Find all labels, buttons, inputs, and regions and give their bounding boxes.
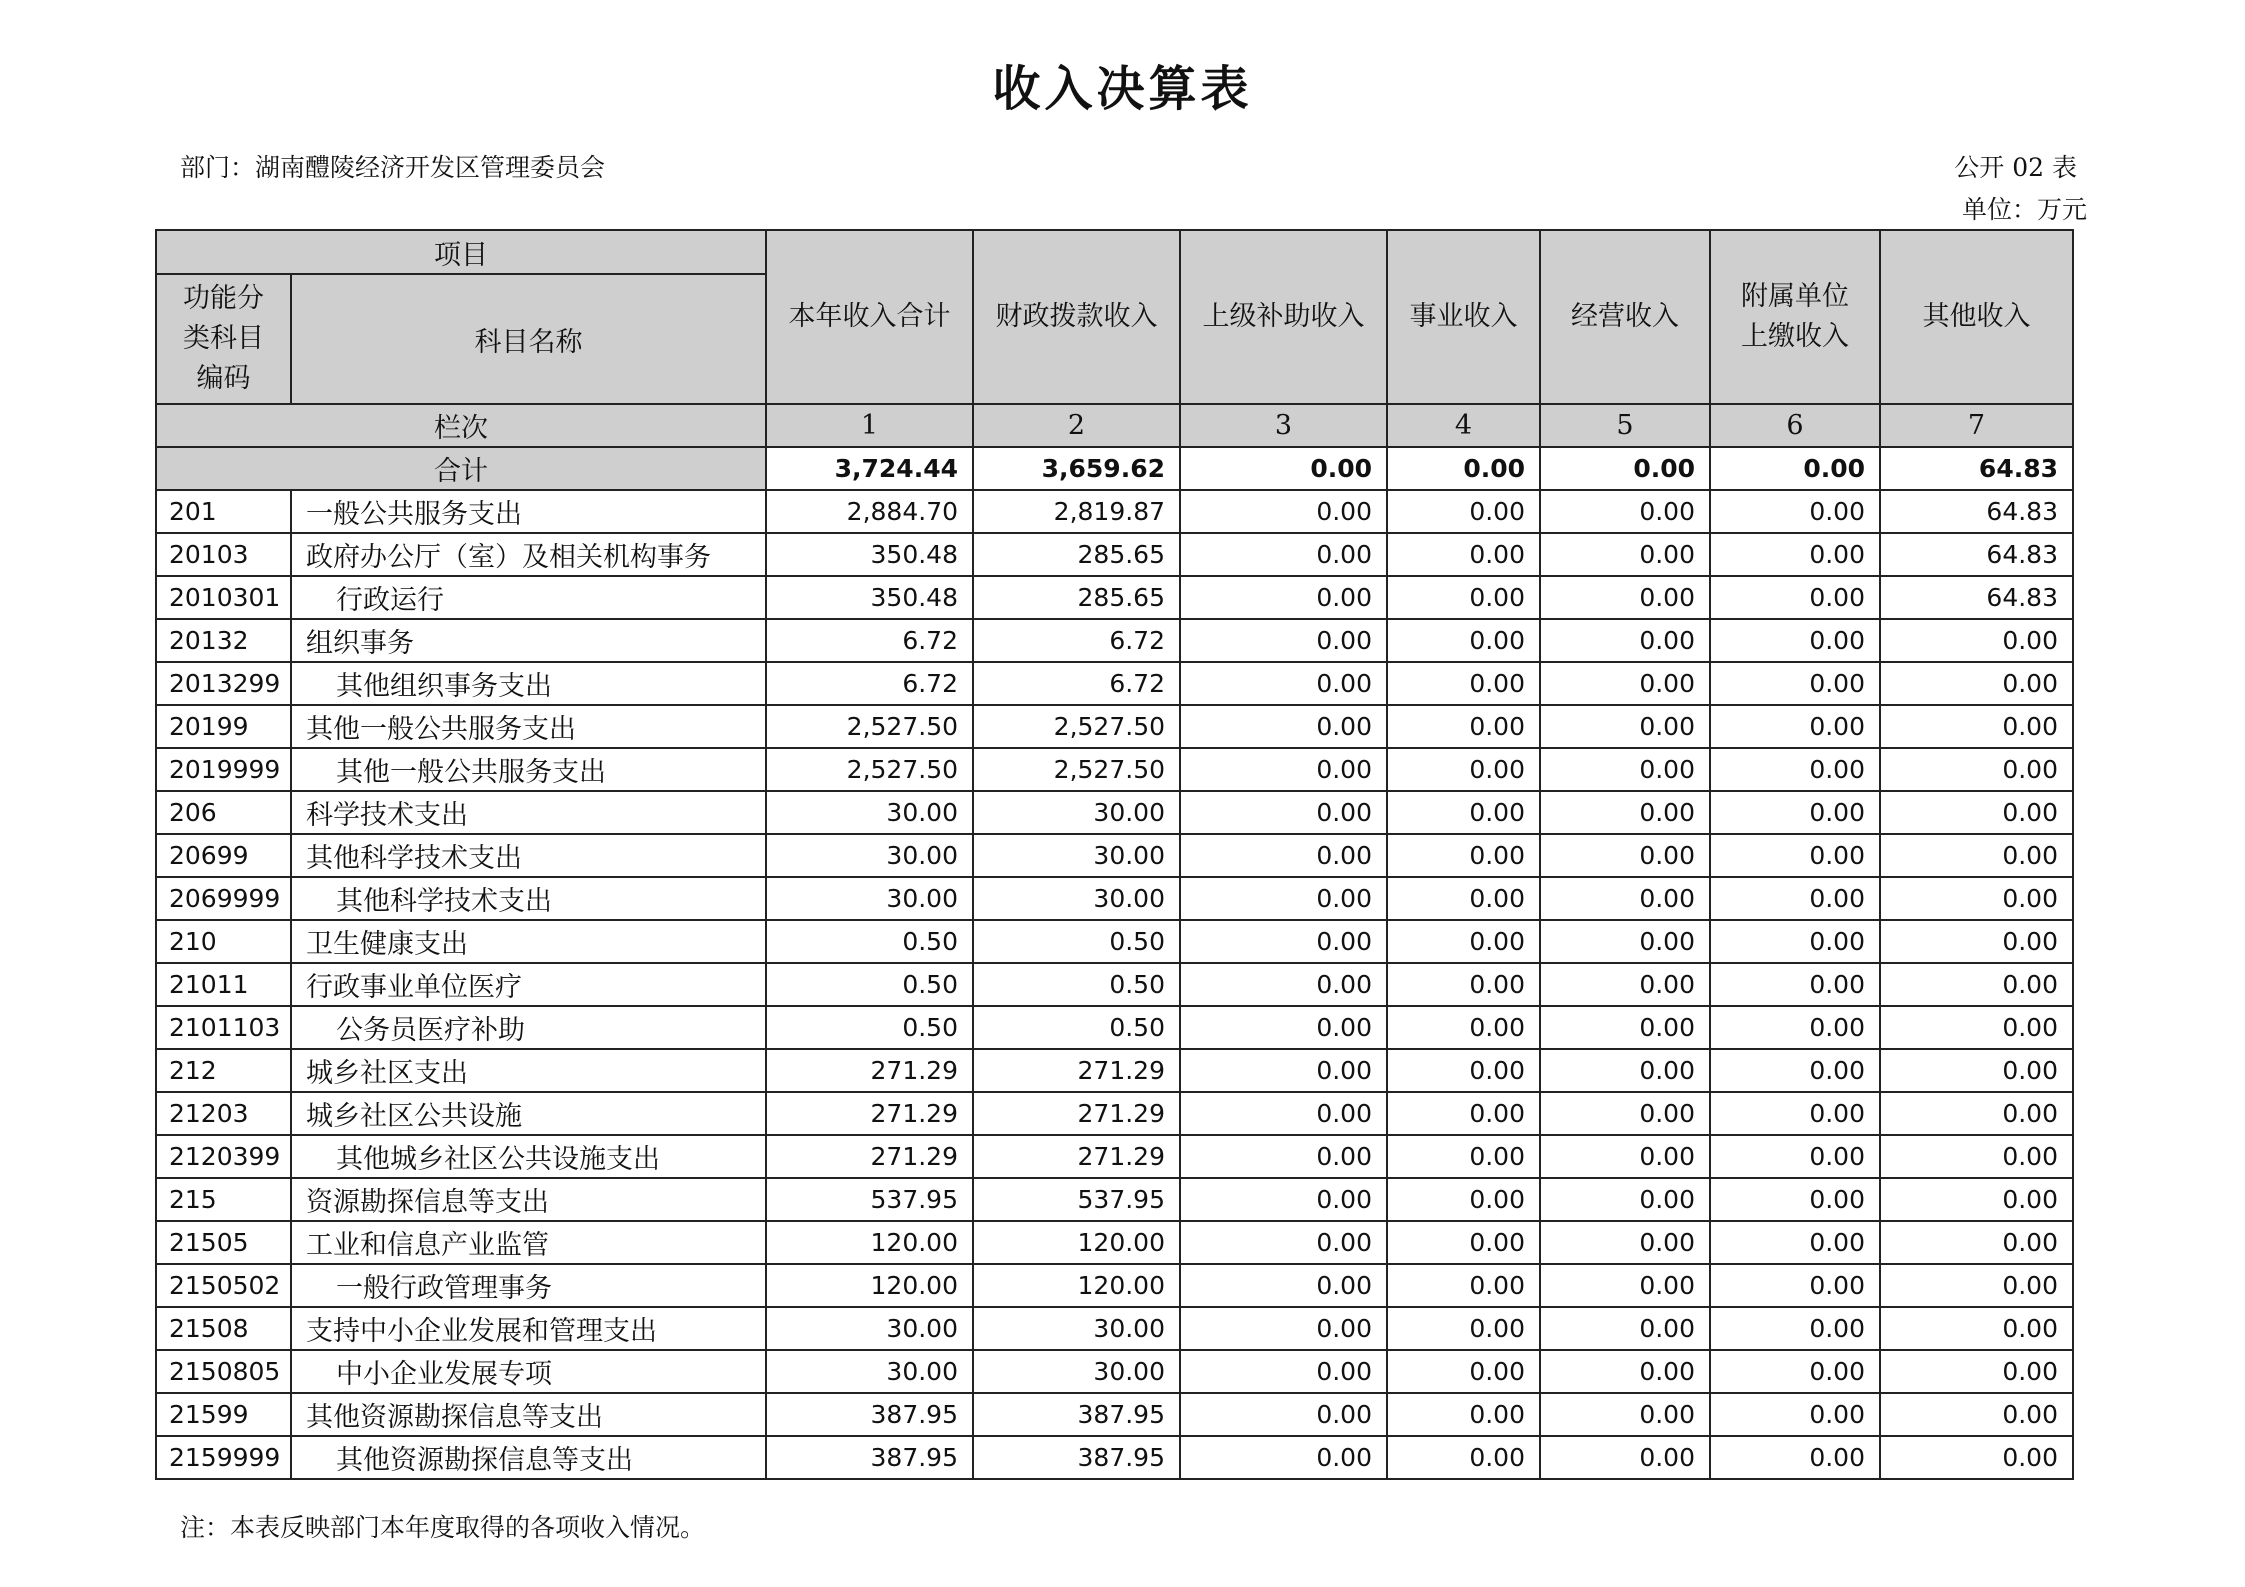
row-value: 387.95 — [766, 1393, 973, 1436]
row-value: 6.72 — [766, 619, 973, 662]
row-value: 0.00 — [1180, 791, 1387, 834]
row-value: 271.29 — [766, 1049, 973, 1092]
row-value: 0.00 — [1710, 791, 1880, 834]
table-row — [156, 705, 2073, 748]
row-value: 0.00 — [1540, 748, 1710, 791]
row-value: 120.00 — [766, 1221, 973, 1264]
row-name: 科学技术支出 — [291, 791, 766, 834]
row-value: 2,527.50 — [973, 748, 1180, 791]
index-4: 4 — [1387, 404, 1540, 447]
index-2: 2 — [973, 404, 1180, 447]
row-value: 0.00 — [1540, 963, 1710, 1006]
row-value: 0.00 — [1540, 576, 1710, 619]
row-value: 0.50 — [766, 920, 973, 963]
table-row — [156, 1092, 2073, 1135]
row-value: 0.00 — [1880, 748, 2073, 791]
table-row — [156, 1307, 2073, 1350]
header-col-5: 经营收入 — [1540, 230, 1710, 404]
form-number: 公开 02 表 — [1954, 153, 2077, 182]
row-name: 一般行政管理事务 — [291, 1264, 766, 1307]
row-value: 0.00 — [1387, 490, 1540, 533]
row-value: 64.83 — [1880, 576, 2073, 619]
row-value: 0.00 — [1180, 533, 1387, 576]
row-value: 6.72 — [973, 662, 1180, 705]
row-value: 120.00 — [973, 1221, 1180, 1264]
page-title: 收入决算表 — [992, 61, 1253, 117]
row-code: 21203 — [156, 1092, 291, 1135]
total-value: 0.00 — [1180, 447, 1387, 490]
row-value: 0.00 — [1880, 619, 2073, 662]
header-col-7: 其他收入 — [1880, 230, 2073, 404]
row-value: 0.00 — [1387, 1436, 1540, 1479]
row-value: 2,819.87 — [973, 490, 1180, 533]
unit-label: 单位：万元 — [1961, 195, 2087, 224]
row-name: 组织事务 — [291, 619, 766, 662]
row-value: 285.65 — [973, 533, 1180, 576]
table-row — [156, 791, 2073, 834]
row-value: 0.00 — [1540, 1221, 1710, 1264]
row-value: 0.00 — [1387, 791, 1540, 834]
row-value: 0.00 — [1710, 1049, 1880, 1092]
row-value: 0.00 — [1880, 705, 2073, 748]
row-value: 0.00 — [1540, 1006, 1710, 1049]
row-value: 0.00 — [1387, 1264, 1540, 1307]
row-name: 城乡社区支出 — [291, 1049, 766, 1092]
table-row — [156, 1221, 2073, 1264]
index-5: 5 — [1540, 404, 1710, 447]
row-value: 0.00 — [1880, 1307, 2073, 1350]
row-value: 0.00 — [1880, 1264, 2073, 1307]
row-value: 0.00 — [1387, 619, 1540, 662]
row-code: 21505 — [156, 1221, 291, 1264]
row-value: 0.00 — [1387, 1221, 1540, 1264]
total-value: 64.83 — [1880, 447, 2073, 490]
row-name: 支持中小企业发展和管理支出 — [291, 1307, 766, 1350]
row-value: 0.00 — [1540, 1393, 1710, 1436]
row-code: 2101103 — [156, 1006, 291, 1049]
row-value: 0.00 — [1180, 1178, 1387, 1221]
table-row — [156, 1350, 2073, 1393]
row-value: 0.00 — [1710, 1221, 1880, 1264]
index-row — [156, 404, 2073, 447]
footnote: 注：本表反映部门本年度取得的各项收入情况。 — [180, 1513, 706, 1542]
total-label: 合计 — [156, 447, 766, 490]
row-value: 0.00 — [1540, 1264, 1710, 1307]
header-code: 功能分类科目编码 — [156, 274, 291, 404]
row-value: 30.00 — [766, 1307, 973, 1350]
row-value: 0.00 — [1710, 619, 1880, 662]
header-col-2: 财政拨款收入 — [973, 230, 1180, 404]
row-value: 350.48 — [766, 533, 973, 576]
row-value: 0.00 — [1880, 1135, 2073, 1178]
row-name: 中小企业发展专项 — [291, 1350, 766, 1393]
row-value: 0.00 — [1880, 791, 2073, 834]
row-value: 2,527.50 — [973, 705, 1180, 748]
header-item: 项目 — [156, 230, 766, 274]
row-value: 387.95 — [973, 1393, 1180, 1436]
row-value: 0.00 — [1387, 1049, 1540, 1092]
row-value: 271.29 — [973, 1135, 1180, 1178]
row-value: 0.00 — [1880, 1436, 2073, 1479]
row-value: 387.95 — [973, 1436, 1180, 1479]
row-value: 0.00 — [1387, 533, 1540, 576]
row-value: 0.00 — [1710, 576, 1880, 619]
row-code: 201 — [156, 490, 291, 533]
header-row-item — [156, 230, 2073, 274]
header-col-1: 本年收入合计 — [766, 230, 973, 404]
row-value: 0.00 — [1540, 920, 1710, 963]
row-value: 0.00 — [1710, 1393, 1880, 1436]
row-value: 537.95 — [973, 1178, 1180, 1221]
row-value: 0.00 — [1710, 1135, 1880, 1178]
row-value: 271.29 — [973, 1092, 1180, 1135]
table-row — [156, 533, 2073, 576]
row-value: 0.00 — [1710, 1307, 1880, 1350]
row-value: 0.00 — [1180, 1006, 1387, 1049]
row-value: 0.00 — [1180, 1221, 1387, 1264]
total-value: 0.00 — [1387, 447, 1540, 490]
row-name: 行政事业单位医疗 — [291, 963, 766, 1006]
row-code: 21011 — [156, 963, 291, 1006]
row-code: 2150805 — [156, 1350, 291, 1393]
row-value: 0.00 — [1880, 1221, 2073, 1264]
header-name: 科目名称 — [291, 274, 766, 404]
row-value: 0.00 — [1710, 490, 1880, 533]
row-value: 0.00 — [1710, 877, 1880, 920]
row-value: 0.00 — [1540, 1178, 1710, 1221]
table-row — [156, 1436, 2073, 1479]
row-value: 30.00 — [973, 1307, 1180, 1350]
row-value: 0.00 — [1180, 576, 1387, 619]
department-label: 部门：湖南醴陵经济开发区管理委员会 — [180, 153, 606, 182]
row-value: 0.00 — [1710, 662, 1880, 705]
table-row — [156, 1049, 2073, 1092]
row-value: 0.00 — [1710, 748, 1880, 791]
table-row — [156, 662, 2073, 705]
row-value: 0.00 — [1387, 1135, 1540, 1178]
row-value: 0.00 — [1180, 877, 1387, 920]
row-value: 30.00 — [766, 1350, 973, 1393]
row-value: 0.00 — [1540, 1092, 1710, 1135]
row-value: 30.00 — [766, 834, 973, 877]
row-value: 0.00 — [1880, 1178, 2073, 1221]
row-value: 0.00 — [1540, 490, 1710, 533]
row-value: 350.48 — [766, 576, 973, 619]
row-value: 0.00 — [1880, 963, 2073, 1006]
table-row — [156, 920, 2073, 963]
row-value: 0.00 — [1710, 834, 1880, 877]
row-value: 0.00 — [1387, 1393, 1540, 1436]
row-code: 2150502 — [156, 1264, 291, 1307]
total-row — [156, 447, 2073, 490]
index-6: 6 — [1710, 404, 1880, 447]
row-code: 20199 — [156, 705, 291, 748]
row-name: 卫生健康支出 — [291, 920, 766, 963]
row-value: 0.00 — [1387, 576, 1540, 619]
table-row — [156, 1393, 2073, 1436]
row-value: 0.00 — [1387, 920, 1540, 963]
row-name: 其他科学技术支出 — [291, 877, 766, 920]
row-value: 0.00 — [1710, 1436, 1880, 1479]
header-col-6: 附属单位上缴收入 — [1710, 230, 1880, 404]
row-value: 0.00 — [1387, 1307, 1540, 1350]
row-code: 2069999 — [156, 877, 291, 920]
row-value: 0.00 — [1387, 1006, 1540, 1049]
table-row — [156, 963, 2073, 1006]
row-value: 0.50 — [973, 920, 1180, 963]
row-value: 0.00 — [1710, 705, 1880, 748]
row-value: 6.72 — [973, 619, 1180, 662]
total-value: 0.00 — [1540, 447, 1710, 490]
row-value: 0.00 — [1180, 834, 1387, 877]
row-value: 30.00 — [973, 791, 1180, 834]
row-value: 0.00 — [1880, 877, 2073, 920]
row-value: 0.00 — [1387, 705, 1540, 748]
row-value: 0.00 — [1180, 748, 1387, 791]
row-value: 0.00 — [1880, 1393, 2073, 1436]
table-row — [156, 576, 2073, 619]
row-value: 0.00 — [1710, 1092, 1880, 1135]
row-value: 0.00 — [1880, 662, 2073, 705]
row-name: 工业和信息产业监管 — [291, 1221, 766, 1264]
row-value: 0.00 — [1180, 963, 1387, 1006]
row-code: 215 — [156, 1178, 291, 1221]
row-value: 0.00 — [1180, 1436, 1387, 1479]
row-value: 0.00 — [1387, 963, 1540, 1006]
row-value: 2,884.70 — [766, 490, 973, 533]
row-value: 271.29 — [973, 1049, 1180, 1092]
total-value: 3,724.44 — [766, 447, 973, 490]
row-value: 30.00 — [766, 791, 973, 834]
row-value: 0.00 — [1880, 1092, 2073, 1135]
table-row — [156, 1006, 2073, 1049]
row-value: 0.00 — [1387, 1350, 1540, 1393]
row-value: 0.00 — [1540, 1049, 1710, 1092]
row-value: 0.00 — [1387, 877, 1540, 920]
row-code: 2159999 — [156, 1436, 291, 1479]
row-value: 0.00 — [1180, 1264, 1387, 1307]
row-value: 0.50 — [766, 963, 973, 1006]
row-code: 206 — [156, 791, 291, 834]
row-code: 2019999 — [156, 748, 291, 791]
row-value: 2,527.50 — [766, 748, 973, 791]
row-code: 2010301 — [156, 576, 291, 619]
header-col-4: 事业收入 — [1387, 230, 1540, 404]
row-value: 0.00 — [1180, 662, 1387, 705]
row-value: 6.72 — [766, 662, 973, 705]
row-value: 0.00 — [1540, 1350, 1710, 1393]
row-value: 0.00 — [1540, 662, 1710, 705]
row-name: 其他资源勘探信息等支出 — [291, 1436, 766, 1479]
index-7: 7 — [1880, 404, 2073, 447]
row-code: 210 — [156, 920, 291, 963]
row-name: 政府办公厅（室）及相关机构事务 — [291, 533, 766, 576]
row-value: 0.00 — [1180, 1049, 1387, 1092]
row-value: 0.00 — [1387, 1092, 1540, 1135]
row-value: 0.00 — [1540, 834, 1710, 877]
row-value: 0.50 — [973, 963, 1180, 1006]
row-value: 0.00 — [1387, 1178, 1540, 1221]
row-code: 20699 — [156, 834, 291, 877]
table-row — [156, 619, 2073, 662]
row-value: 0.00 — [1180, 1092, 1387, 1135]
table-row — [156, 748, 2073, 791]
index-3: 3 — [1180, 404, 1387, 447]
row-value: 0.00 — [1180, 705, 1387, 748]
row-value: 0.00 — [1540, 1135, 1710, 1178]
row-value: 0.00 — [1880, 1006, 2073, 1049]
income-table — [155, 229, 2074, 1480]
row-value: 30.00 — [973, 834, 1180, 877]
row-code: 212 — [156, 1049, 291, 1092]
index-1: 1 — [766, 404, 973, 447]
row-value: 387.95 — [766, 1436, 973, 1479]
row-name: 一般公共服务支出 — [291, 490, 766, 533]
row-value: 0.00 — [1387, 834, 1540, 877]
row-value: 0.00 — [1540, 791, 1710, 834]
row-name: 其他城乡社区公共设施支出 — [291, 1135, 766, 1178]
row-name: 其他资源勘探信息等支出 — [291, 1393, 766, 1436]
row-value: 0.00 — [1710, 963, 1880, 1006]
row-name: 资源勘探信息等支出 — [291, 1178, 766, 1221]
row-value: 0.00 — [1180, 920, 1387, 963]
row-code: 21599 — [156, 1393, 291, 1436]
row-value: 0.00 — [1540, 619, 1710, 662]
row-value: 0.00 — [1180, 1135, 1387, 1178]
row-value: 30.00 — [973, 877, 1180, 920]
row-value: 30.00 — [766, 877, 973, 920]
total-value: 3,659.62 — [973, 447, 1180, 490]
row-value: 64.83 — [1880, 533, 2073, 576]
row-value: 0.00 — [1540, 705, 1710, 748]
row-value: 0.00 — [1880, 920, 2073, 963]
row-value: 0.00 — [1540, 1436, 1710, 1479]
row-value: 2,527.50 — [766, 705, 973, 748]
row-value: 30.00 — [973, 1350, 1180, 1393]
row-value: 0.00 — [1710, 1264, 1880, 1307]
row-name: 公务员医疗补助 — [291, 1006, 766, 1049]
row-value: 0.50 — [973, 1006, 1180, 1049]
row-code: 2120399 — [156, 1135, 291, 1178]
total-value: 0.00 — [1710, 447, 1880, 490]
row-value: 0.00 — [1710, 1178, 1880, 1221]
row-value: 64.83 — [1880, 490, 2073, 533]
table-row — [156, 490, 2073, 533]
row-name: 其他组织事务支出 — [291, 662, 766, 705]
header-col-3: 上级补助收入 — [1180, 230, 1387, 404]
table-row — [156, 1178, 2073, 1221]
row-value: 0.00 — [1387, 662, 1540, 705]
row-name: 其他一般公共服务支出 — [291, 705, 766, 748]
row-value: 0.00 — [1710, 1006, 1880, 1049]
row-name: 其他科学技术支出 — [291, 834, 766, 877]
row-value: 0.00 — [1710, 1350, 1880, 1393]
row-name: 其他一般公共服务支出 — [291, 748, 766, 791]
row-value: 537.95 — [766, 1178, 973, 1221]
row-value: 120.00 — [973, 1264, 1180, 1307]
table-row — [156, 834, 2073, 877]
row-value: 0.00 — [1180, 1307, 1387, 1350]
row-value: 0.00 — [1180, 619, 1387, 662]
table-row — [156, 877, 2073, 920]
row-value: 0.00 — [1540, 877, 1710, 920]
row-code: 21508 — [156, 1307, 291, 1350]
row-value: 0.00 — [1710, 920, 1880, 963]
row-value: 0.00 — [1180, 1393, 1387, 1436]
table-row — [156, 1135, 2073, 1178]
row-value: 0.00 — [1710, 533, 1880, 576]
row-value: 0.00 — [1540, 533, 1710, 576]
row-value: 271.29 — [766, 1135, 973, 1178]
row-code: 20103 — [156, 533, 291, 576]
row-code: 2013299 — [156, 662, 291, 705]
index-label: 栏次 — [156, 404, 766, 447]
row-name: 城乡社区公共设施 — [291, 1092, 766, 1135]
row-value: 0.00 — [1880, 1049, 2073, 1092]
row-value: 0.00 — [1180, 1350, 1387, 1393]
row-value: 120.00 — [766, 1264, 973, 1307]
row-name: 行政运行 — [291, 576, 766, 619]
table-row — [156, 1264, 2073, 1307]
row-value: 0.00 — [1880, 1350, 2073, 1393]
row-value: 0.50 — [766, 1006, 973, 1049]
row-value: 271.29 — [766, 1092, 973, 1135]
row-value: 0.00 — [1540, 1307, 1710, 1350]
row-value: 285.65 — [973, 576, 1180, 619]
row-value: 0.00 — [1880, 834, 2073, 877]
row-value: 0.00 — [1180, 490, 1387, 533]
row-value: 0.00 — [1387, 748, 1540, 791]
row-code: 20132 — [156, 619, 291, 662]
